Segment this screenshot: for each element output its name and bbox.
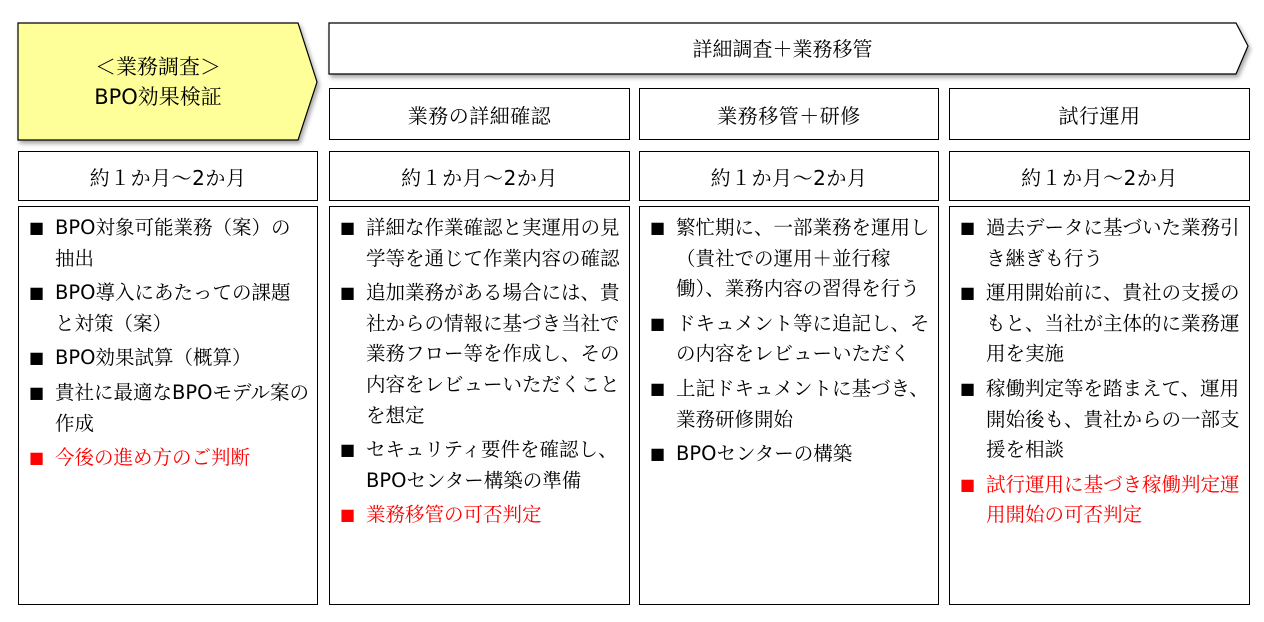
square-bullet-icon: ■ bbox=[29, 283, 45, 303]
square-bullet-icon: ■ bbox=[650, 444, 666, 464]
duration-detail-check bbox=[329, 151, 630, 201]
task-list-transfer-training bbox=[639, 206, 939, 605]
column-header-label: 業務の詳細確認 bbox=[407, 103, 552, 128]
square-bullet-icon: ■ bbox=[650, 218, 666, 237]
duration-label: 約１か月～2か月 bbox=[1021, 165, 1178, 190]
duration-trial-operation bbox=[949, 151, 1250, 201]
square-bullet-icon: ■ bbox=[29, 218, 45, 237]
task-item bbox=[29, 343, 309, 374]
task-item-text: 過去データに基づいた業務引き継ぎも行う bbox=[986, 216, 1240, 270]
task-list-trial-operation bbox=[949, 206, 1250, 605]
square-bullet-icon: ■ bbox=[29, 348, 45, 368]
phase-2-title bbox=[329, 23, 1236, 74]
phase-1-subtitle: BPO効果検証 bbox=[94, 84, 222, 109]
task-item bbox=[29, 278, 309, 339]
task-item bbox=[650, 374, 930, 435]
task-item-text: BPO対象可能業務（案）の抽出 bbox=[55, 216, 291, 270]
duration-label: 約１か月～2か月 bbox=[710, 165, 868, 190]
square-bullet-icon: ■ bbox=[340, 283, 356, 303]
task-item bbox=[340, 213, 621, 274]
task-list-phase-1 bbox=[18, 206, 318, 605]
task-item-text: BPOセンターの構築 bbox=[676, 442, 853, 466]
task-item bbox=[960, 213, 1241, 274]
square-bullet-icon: ■ bbox=[29, 382, 45, 402]
task-item bbox=[960, 374, 1241, 466]
column-header-label: 試行運用 bbox=[1058, 103, 1141, 128]
task-item bbox=[650, 213, 930, 305]
duration-label: 約１か月～2か月 bbox=[401, 165, 558, 190]
square-bullet-icon: ■ bbox=[650, 378, 666, 398]
task-item-text: 運用開始前に、貴社の支援のもと、当社が主体的に業務運用を実施 bbox=[986, 281, 1240, 366]
task-item-text: 業務移管の可否判定 bbox=[366, 503, 542, 527]
task-item-text: 今後の進め方のご判断 bbox=[55, 446, 251, 470]
decision-item bbox=[29, 443, 309, 474]
square-bullet-icon: ■ bbox=[960, 378, 976, 398]
task-item-text: 上記ドキュメントに基づき、業務研修開始 bbox=[676, 376, 929, 431]
task-item-text: 貴社に最適なBPOモデル案の作成 bbox=[55, 380, 310, 435]
duration-phase-1 bbox=[18, 151, 318, 201]
task-item-text: ドキュメント等に追記し、その内容をレビューいただく bbox=[676, 311, 930, 366]
task-item bbox=[650, 309, 930, 370]
task-item-text: BPO効果試算（概算） bbox=[55, 346, 252, 370]
square-bullet-icon: ■ bbox=[340, 505, 356, 525]
task-item-text: セキュリティ要件を確認し、BPOセンター構築の準備 bbox=[366, 438, 618, 492]
column-header-label: 業務移管＋研修 bbox=[717, 103, 861, 128]
task-item-text: 詳細な作業確認と実運用の見学等を通じて作業内容の確認 bbox=[366, 216, 620, 270]
duration-label: 約１か月～2か月 bbox=[89, 165, 247, 190]
phase-2-title-text: 詳細調査＋業務移管 bbox=[692, 36, 873, 61]
task-item bbox=[29, 378, 309, 439]
task-item bbox=[340, 435, 621, 496]
task-item-text: 試行運用に基づき稼働判定運用開始の可否判定 bbox=[986, 472, 1240, 527]
duration-transfer-training bbox=[639, 151, 939, 201]
task-item bbox=[960, 278, 1241, 370]
phase-1-title: ＜業務調査＞ bbox=[95, 54, 221, 79]
column-header-trial-operation bbox=[949, 88, 1250, 140]
column-header-transfer-training bbox=[639, 88, 939, 140]
square-bullet-icon: ■ bbox=[650, 313, 666, 333]
task-item-text: 繁忙期に、一部業務を運用し（貴社での運用＋並行稼働）、業務内容の習得を行う bbox=[676, 216, 930, 301]
square-bullet-icon: ■ bbox=[29, 448, 45, 468]
phase-1-label bbox=[18, 23, 298, 140]
task-item-text: 追加業務がある場合には、貴社からの情報に基づき当社で業務フロー等を作成し、その内容をレビューいただくことを想定 bbox=[366, 281, 620, 427]
task-item bbox=[340, 278, 621, 431]
square-bullet-icon: ■ bbox=[960, 474, 976, 494]
decision-item bbox=[340, 500, 621, 531]
task-item bbox=[650, 439, 930, 470]
decision-item bbox=[960, 470, 1241, 531]
square-bullet-icon: ■ bbox=[960, 283, 976, 303]
task-item-text: 稼働判定等を踏まえて、運用開始後も、貴社からの一部支援を相談 bbox=[986, 376, 1240, 462]
column-header-detail-check bbox=[329, 88, 630, 140]
task-item-text: BPO導入にあたっての課題と対策（案） bbox=[55, 281, 291, 335]
square-bullet-icon: ■ bbox=[960, 218, 976, 237]
task-list-detail-check bbox=[329, 206, 630, 605]
task-item bbox=[29, 213, 309, 274]
square-bullet-icon: ■ bbox=[340, 440, 356, 460]
square-bullet-icon: ■ bbox=[340, 218, 356, 237]
